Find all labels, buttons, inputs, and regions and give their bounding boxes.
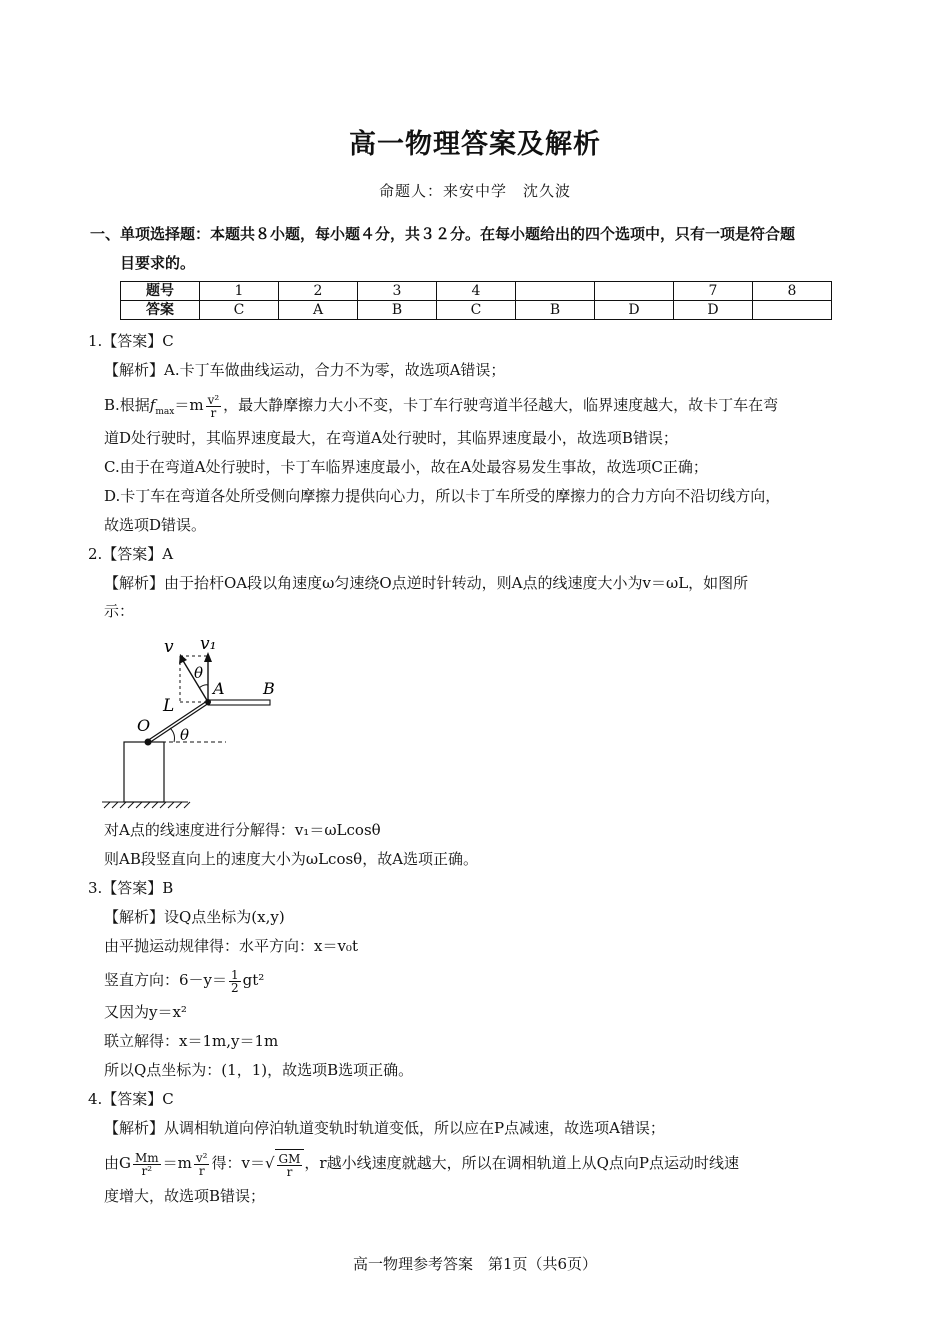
q4-b-n2: v² <box>195 1150 208 1165</box>
label-v: v <box>164 637 174 657</box>
answer-table-answer-row <box>121 301 832 320</box>
number-cell: 1 <box>200 282 279 301</box>
angle-arc-bottom <box>170 728 175 742</box>
q3-analysis-b: 由平抛运动规律得：水平方向：x＝v₀t <box>104 937 358 955</box>
label-l: L <box>163 696 175 716</box>
q3-c-post: gt² <box>242 971 265 989</box>
ground <box>102 802 190 808</box>
q4-b-post: ，r越小线速度就越大，所以在调相轨道上从Q点向P点运动时线速 <box>304 1154 739 1172</box>
q3-analysis-e: 联立解得：x＝1m,y＝1m <box>104 1032 279 1050</box>
q1-analysis-a: 【解析】A.卡丁车做曲线运动，合力不为零，故选项A错误； <box>104 361 506 379</box>
q4-b-pre: 由G <box>104 1154 131 1172</box>
q4-b-n1: Mm <box>134 1150 159 1165</box>
label-v1: v₁ <box>200 634 217 654</box>
number-cell <box>595 282 674 301</box>
q1-b-f: f <box>149 396 156 414</box>
q2-analysis-a2: 示： <box>104 602 135 620</box>
q1-b-sub: max <box>155 407 175 417</box>
q1-analysis-c: C.由于在弯道A处行驶时，卡丁车临界速度最小，故在A处最容易发生事故，故选项C正确； <box>104 458 708 476</box>
bar-ab <box>208 700 270 705</box>
rod-oa-inner <box>148 702 208 742</box>
q4-b-fraction2 <box>194 1152 210 1177</box>
answer-table <box>120 281 832 320</box>
answer-cell: B <box>358 301 437 320</box>
answer-table-number-row <box>121 282 832 301</box>
number-label: 题号 <box>121 282 200 301</box>
q4-b-d2: r <box>198 1163 205 1178</box>
support-post <box>124 742 164 802</box>
q1-answer-head: 1.【答案】C <box>88 332 174 350</box>
q4-b-fraction1 <box>133 1152 161 1177</box>
answer-cell: C <box>200 301 279 320</box>
author-line: 命题人：来安中学 沈久波 <box>378 182 571 200</box>
q3-analysis-f: 所以Q点坐标为：(1，1)，故选项B选项正确。 <box>104 1061 414 1079</box>
label-a: A <box>213 679 225 698</box>
q2-analysis-b: 对A点的线速度进行分解得：v₁＝ωLcosθ <box>104 821 381 839</box>
pivot-o <box>145 739 152 746</box>
number-cell: 7 <box>674 282 753 301</box>
label-theta-top: θ <box>194 664 204 682</box>
q4-b-fraction3 <box>277 1153 303 1178</box>
q4-b-mid: ＝m <box>162 1154 192 1172</box>
q4-b-n3: GM <box>278 1152 301 1166</box>
page-footer: 高一物理参考答案 第1页（共6页） <box>352 1255 598 1273</box>
label-theta-bottom: θ <box>180 726 190 744</box>
q1-b-eq: ＝m <box>174 396 204 414</box>
q2-answer-head: 2.【答案】A <box>88 545 174 563</box>
q1-b-fraction <box>206 394 222 419</box>
q4-analysis-b <box>104 1148 739 1180</box>
q4-answer-head: 4.【答案】C <box>88 1090 174 1108</box>
q3-analysis-a: 【解析】设Q点坐标为(x,y) <box>104 908 285 926</box>
q4-sqrt <box>275 1149 305 1180</box>
q4-b-de: 得：v＝ <box>211 1154 265 1172</box>
q3-c-fraction <box>229 969 241 994</box>
answer-cell: D <box>595 301 674 320</box>
q1-analysis-d: D.卡丁车在弯道各处所受侧向摩擦力提供向心力，所以卡丁车所受的摩擦力的合力方向不沿切线方向， <box>104 487 781 505</box>
q3-answer-head: 3.【答案】B <box>88 879 174 897</box>
lever-velocity-figure <box>100 632 290 812</box>
answer-cell: D <box>674 301 753 320</box>
label-o: O <box>137 716 151 735</box>
answer-cell: C <box>437 301 516 320</box>
q4-b-d3: r <box>286 1165 293 1179</box>
section-heading <box>90 220 865 278</box>
q1-b-post: ，最大静摩擦力大小不变，卡丁车行驶弯道半径越大，临界速度越大，故卡丁车在弯 <box>223 396 779 414</box>
answer-cell <box>753 301 832 320</box>
answer-cell: A <box>279 301 358 320</box>
q1-analysis-d2: 故选项D错误。 <box>104 516 207 534</box>
q4-analysis-b2: 度增大，故选项B错误； <box>104 1187 266 1205</box>
q1-analysis-b2: 道D处行驶时，其临界速度最大，在弯道A处行驶时，其临界速度最小，故选项B错误； <box>104 429 678 447</box>
q3-analysis-c <box>104 966 264 994</box>
page-title: 高一物理答案及解析 <box>349 129 601 160</box>
label-b: B <box>263 679 275 698</box>
q4-analysis-a: 【解析】从调相轨道向停泊轨道变轨时轨道变低，所以应在P点减速，故选项A错误； <box>104 1119 665 1137</box>
number-cell <box>516 282 595 301</box>
q3-analysis-d: 又因为y＝x² <box>104 1003 187 1021</box>
answer-cell: B <box>516 301 595 320</box>
number-cell: 4 <box>437 282 516 301</box>
q4-sqrt-sign: √ <box>264 1154 275 1172</box>
answer-label: 答案 <box>121 301 200 320</box>
q1-b-den: r <box>210 405 217 420</box>
q1-b-pre: B.根据 <box>104 396 150 414</box>
q3-c-num: 1 <box>231 967 239 982</box>
q2-analysis-c: 则AB段竖直向上的速度大小为ωLcosθ，故A选项正确。 <box>104 850 479 868</box>
number-cell: 3 <box>358 282 437 301</box>
q1-b-num: v² <box>207 392 220 407</box>
section-heading-line1: 一、单项选择题：本题共８小题，每小题４分，共３２分。在每小题给出的四个选项中，只有一项是符合题 <box>90 225 796 243</box>
q2-analysis-a: 【解析】由于抬杆OA段以角速度ω匀速绕O点逆时针转动，则A点的线速度大小为v＝ωL，如图所 <box>104 574 749 592</box>
number-cell: 8 <box>753 282 832 301</box>
q1-analysis-b <box>104 393 778 424</box>
q4-b-d1: r² <box>141 1163 153 1178</box>
q3-c-pre: 竖直方向：6－y＝ <box>104 971 228 989</box>
q3-c-den: 2 <box>231 980 239 995</box>
angle-arc-top <box>199 685 208 688</box>
number-cell: 2 <box>279 282 358 301</box>
section-heading-line2: 目要求的。 <box>120 254 196 272</box>
